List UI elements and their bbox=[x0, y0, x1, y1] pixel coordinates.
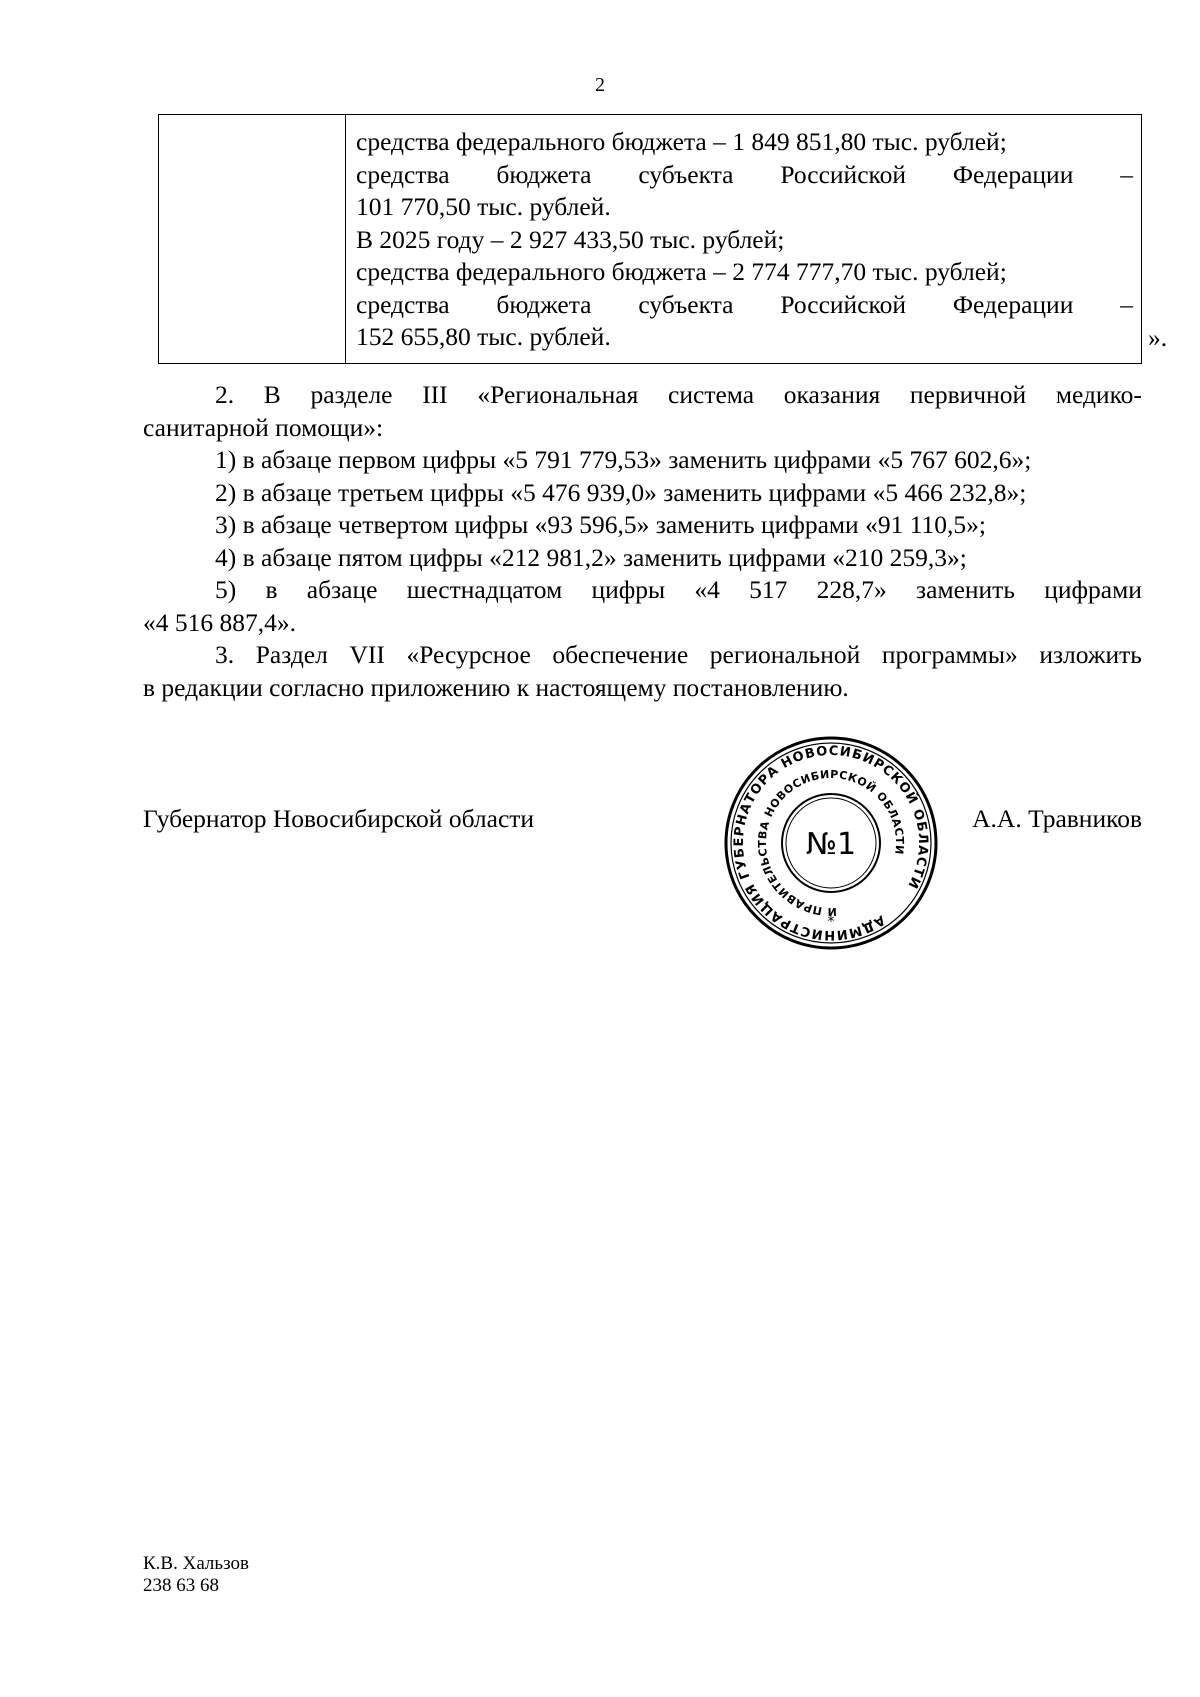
word: медико- bbox=[1055, 380, 1142, 409]
word: система bbox=[668, 380, 755, 409]
word: бюджета bbox=[496, 289, 592, 319]
subitem-2: 2) в абзаце третьем цифры «5 476 939,0» заменить цифрами «5 466 232,8»; bbox=[215, 477, 1027, 507]
word: бюджета bbox=[496, 159, 592, 189]
word: средства bbox=[356, 289, 450, 319]
word: субъекта bbox=[638, 289, 734, 319]
word: региональной bbox=[709, 640, 861, 669]
subitem-3: 3) в абзаце четвертом цифры «93 596,5» заменить цифрами «91 110,5»; bbox=[215, 510, 986, 539]
table-left-cell bbox=[159, 115, 346, 364]
amendments-text bbox=[143, 379, 1142, 704]
item-2-line-1 bbox=[143, 379, 1142, 412]
funding-line-7: 152 655,80 тыс. рублей. bbox=[356, 322, 611, 351]
funding-line-6 bbox=[356, 289, 1133, 322]
executor-contact bbox=[143, 1553, 249, 1597]
word: 3. bbox=[215, 640, 235, 669]
item-2-line-2: санитарной помощи»: bbox=[143, 412, 384, 442]
word: субъекта bbox=[638, 159, 734, 189]
word: первичной bbox=[909, 380, 1027, 409]
word: в bbox=[265, 575, 278, 604]
word: – bbox=[1120, 289, 1133, 319]
executor-name: К.В. Хальзов bbox=[143, 1553, 249, 1574]
funding-line-4: В 2025 году – 2 927 433,50 тыс. рублей; bbox=[356, 224, 785, 254]
subitem-1: 1) в абзаце первом цифры «5 791 779,53» заменить цифрами «5 767 602,6»; bbox=[215, 445, 1032, 474]
word: обеспечение bbox=[552, 640, 689, 669]
table-right-cell bbox=[346, 115, 1142, 364]
seal-outer-text: АДМИНИСТРАЦИЯ ГУБЕРНАТОРА НОВОСИБИРСКОЙ ОБЛАСТИ bbox=[731, 743, 931, 943]
word: абзаце bbox=[306, 575, 378, 604]
item-3-line-2: в редакции согласно приложению к настоящему постановлению. bbox=[143, 672, 849, 702]
funding-line-2 bbox=[356, 159, 1133, 192]
closing-quote: ». bbox=[1148, 323, 1168, 352]
word: 5) bbox=[215, 575, 237, 604]
signatory-name: А.А. Травников bbox=[972, 804, 1142, 833]
word: Российской bbox=[780, 159, 907, 189]
subitem-4: 4) в абзаце пятом цифры «212 981,2» заменить цифрами «210 259,3»; bbox=[215, 542, 967, 572]
funding-line-5: средства федерального бюджета – 2 774 777,70 тыс. рублей; bbox=[356, 257, 1007, 286]
page-number: 2 bbox=[595, 74, 605, 96]
signatory-title: Губернатор Новосибирской области bbox=[143, 804, 535, 833]
executor-phone: 238 63 68 bbox=[143, 1575, 219, 1596]
seal-number: №1 bbox=[805, 827, 857, 862]
word: оказания bbox=[783, 380, 881, 409]
word: шестнадцатом bbox=[406, 575, 563, 604]
word: Федерации bbox=[952, 159, 1074, 189]
word: цифрами bbox=[1044, 575, 1142, 604]
word: 2. bbox=[215, 380, 235, 409]
seal-star: * bbox=[827, 914, 835, 930]
word: «Ресурсное bbox=[406, 640, 531, 669]
seal-inner-text: И ПРАВИТЕЛЬСТВА НОВОСИБИРСКОЙ ОБЛАСТИ bbox=[755, 767, 907, 919]
word: III bbox=[422, 380, 448, 409]
word: Российской bbox=[780, 289, 907, 319]
word: «Региональная bbox=[477, 380, 639, 409]
word: В bbox=[263, 380, 281, 409]
word: «4 bbox=[694, 575, 720, 604]
word: VII bbox=[349, 640, 385, 669]
subitem-5-line-2: «4 516 887,4». bbox=[143, 607, 296, 637]
word: разделе bbox=[310, 380, 393, 409]
subitem-5-line-1 bbox=[143, 574, 1142, 607]
word: Раздел bbox=[255, 640, 328, 669]
funding-line-3: 101 770,50 тыс. рублей. bbox=[356, 192, 611, 221]
word: 228,7» bbox=[816, 575, 887, 604]
word: заменить bbox=[916, 575, 1015, 604]
funding-line-1: средства федерального бюджета – 1 849 851,80 тыс. рублей; bbox=[356, 127, 1007, 156]
official-seal-icon bbox=[724, 736, 938, 950]
word: – bbox=[1120, 159, 1133, 189]
word: изложить bbox=[1039, 640, 1142, 669]
word: 517 bbox=[749, 575, 788, 604]
funding-table bbox=[158, 114, 1142, 364]
word: цифры bbox=[591, 575, 666, 604]
item-3-line-1 bbox=[143, 639, 1142, 672]
word: программы» bbox=[881, 640, 1018, 669]
word: Федерации bbox=[952, 289, 1074, 319]
word: средства bbox=[356, 159, 450, 189]
